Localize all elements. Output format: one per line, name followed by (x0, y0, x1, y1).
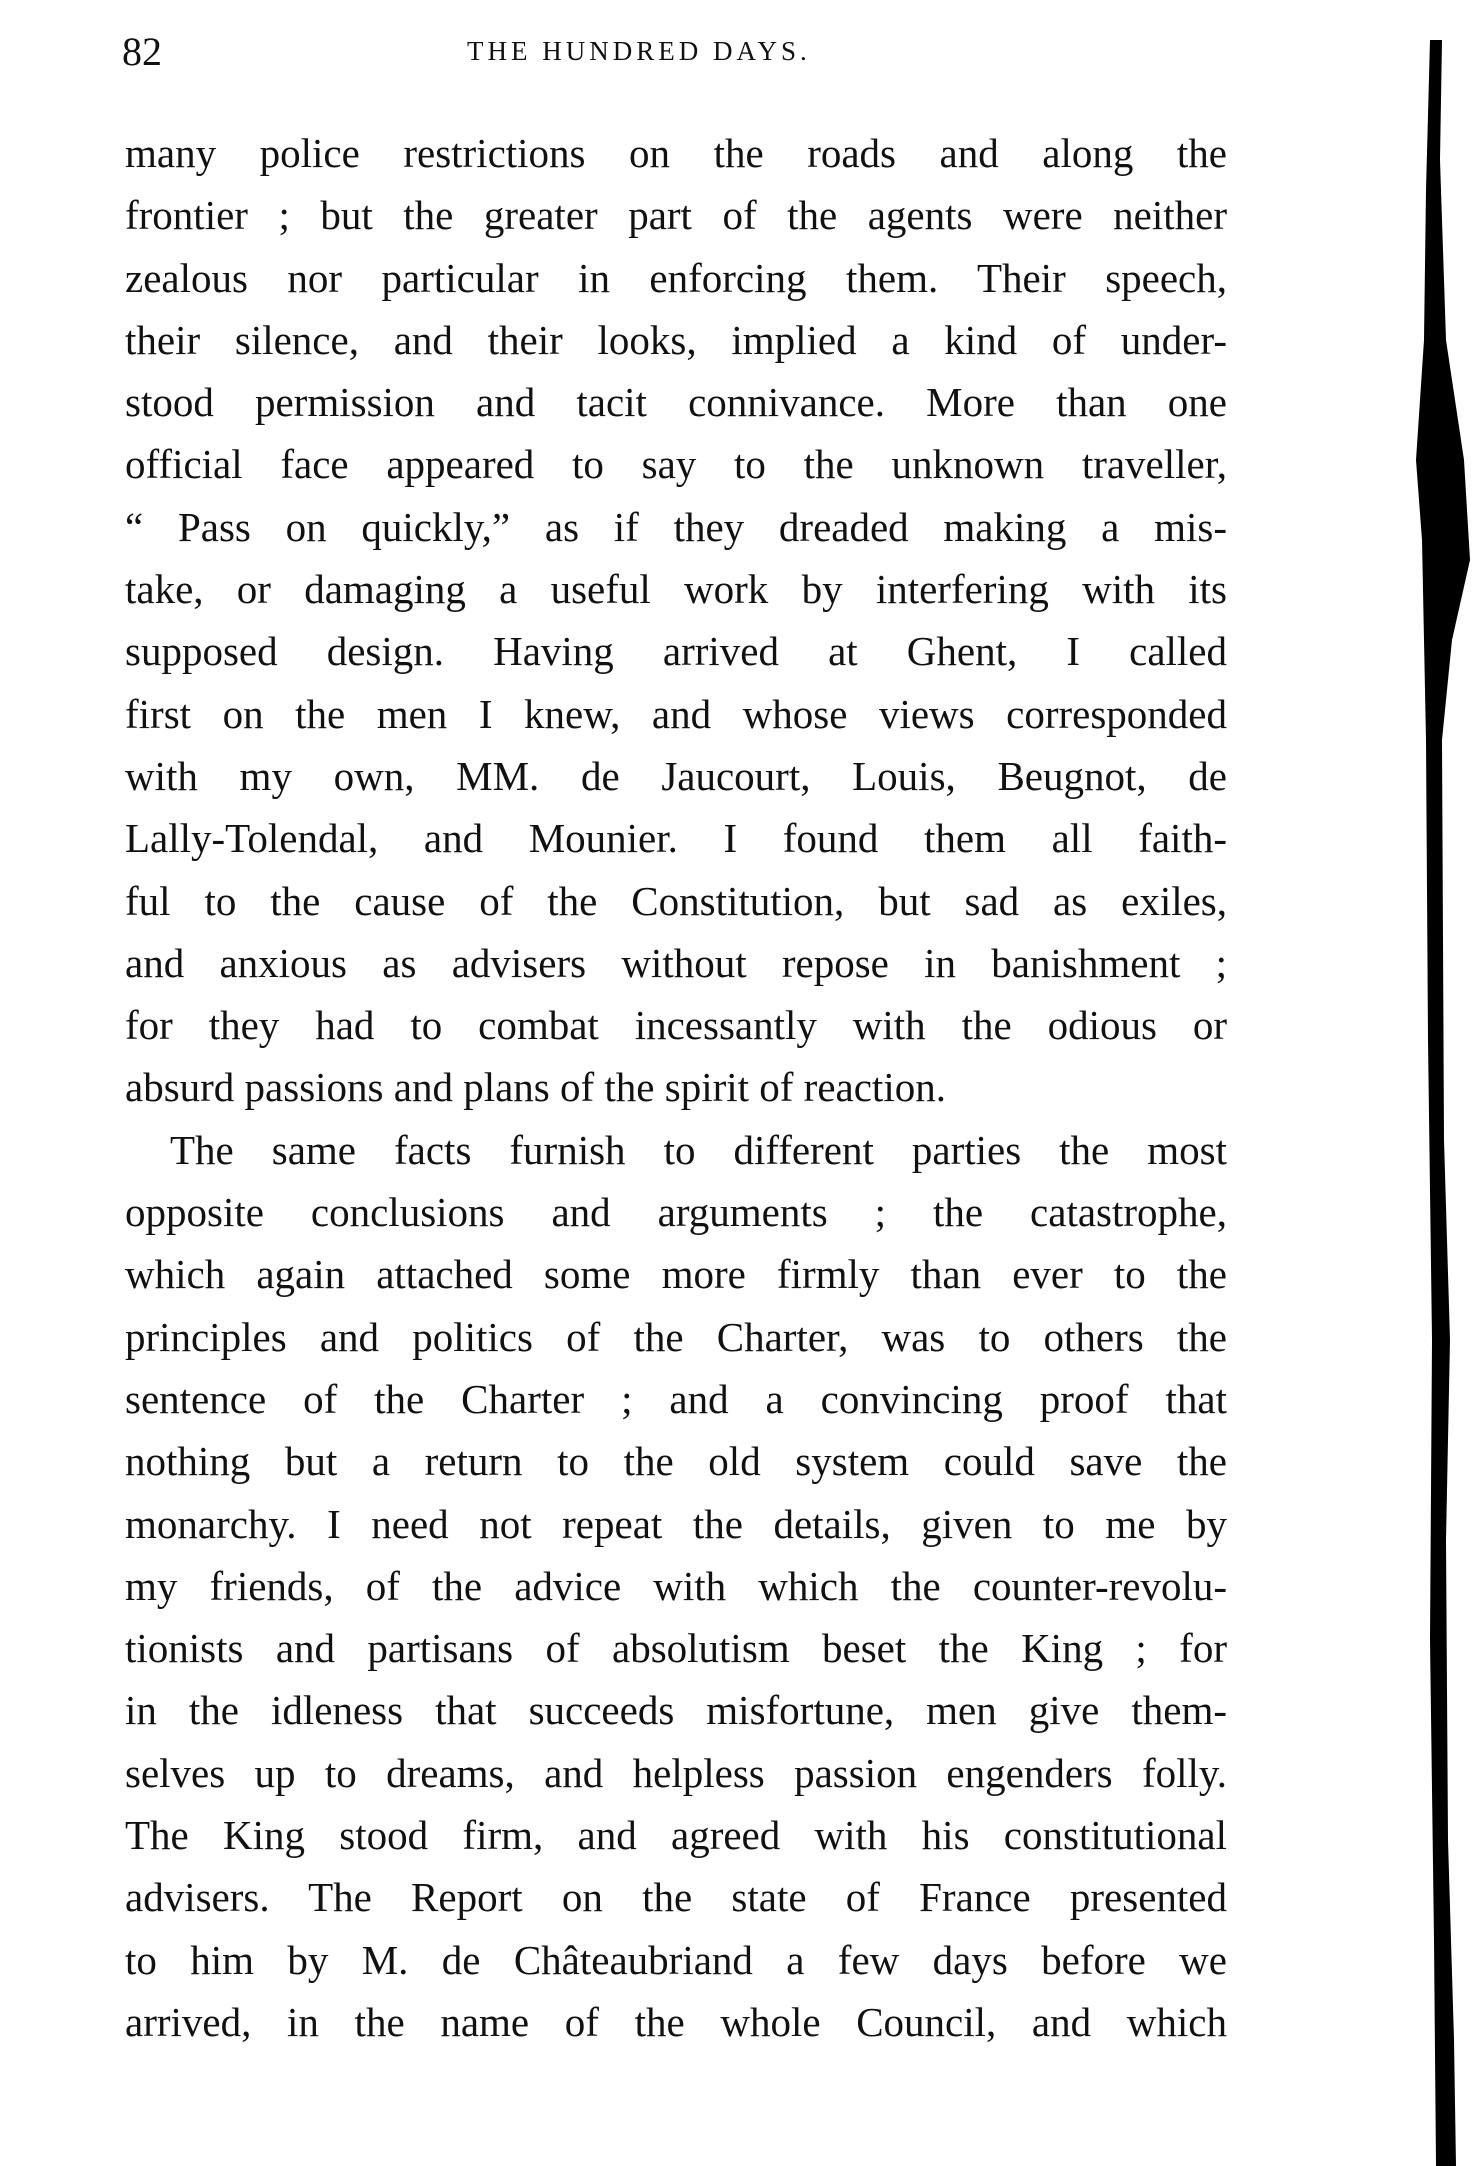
text-line: their silence, and their looks, implied a kind of under- (125, 316, 1227, 363)
text-line: nothing but a return to the old system could save the (125, 1438, 1227, 1485)
text-line: and anxious as advisers without repose in banishment ; (125, 939, 1227, 986)
text-line: opposite conclusions and arguments ; the catastrophe, (125, 1189, 1227, 1236)
running-header (122, 28, 1232, 78)
text-line: stood permission and tacit connivance. More than one (125, 379, 1227, 426)
text-line: The same facts furnish to different parties the most (170, 1126, 1227, 1173)
text-line: principles and politics of the Charter, was to others the (125, 1313, 1227, 1360)
text-line: first on the men I knew, and whose views corresponded (125, 690, 1227, 737)
text-line: monarchy. I need not repeat the details, given to me by (125, 1500, 1227, 1547)
page-body-text (125, 122, 1227, 2053)
text-line: zealous nor particular in enforcing them. Their speech, (125, 254, 1227, 301)
text-line: which again attached some more firmly than ever to the (125, 1251, 1227, 1298)
text-line: selves up to dreams, and helpless passion engenders folly. (125, 1749, 1227, 1796)
text-line: advisers. The Report on the state of France presented (125, 1874, 1227, 1921)
text-line: tionists and partisans of absolutism beset the King ; for (125, 1625, 1227, 1672)
text-line: supposed design. Having arrived at Ghent, I called (125, 628, 1227, 675)
text-line: “ Pass on quickly,” as if they dreaded making a mis- (125, 503, 1227, 550)
text-line: in the idleness that succeeds misfortune, men give them- (125, 1687, 1227, 1734)
text-line: sentence of the Charter ; and a convincing proof that (125, 1375, 1227, 1422)
text-line: many police restrictions on the roads and along the (125, 130, 1227, 176)
running-title: THE HUNDRED DAYS. (467, 36, 811, 66)
text-line: with my own, MM. de Jaucourt, Louis, Beugnot, de (125, 752, 1227, 799)
text-line: arrived, in the name of the whole Council, and which (125, 1998, 1227, 2045)
book-spine-edge (1412, 40, 1472, 2166)
text-line: The King stood firm, and agreed with his constitutional (125, 1812, 1227, 1859)
text-line: take, or damaging a useful work by interfering with its (125, 566, 1227, 613)
text-line: absurd passions and plans of the spirit of reaction. (125, 1064, 946, 1111)
text-line: to him by M. de Châteaubriand a few days before we (125, 1936, 1227, 1983)
text-line: frontier ; but the greater part of the agents were neither (125, 192, 1227, 239)
text-line: official face appeared to say to the unknown traveller, (125, 441, 1227, 488)
page-number: 82 (122, 29, 162, 74)
text-line: ful to the cause of the Constitution, but sad as exiles, (125, 877, 1227, 924)
text-line: for they had to combat incessantly with the odious or (125, 1002, 1227, 1049)
text-line: Lally-Tolendal, and Mounier. I found them all faith- (125, 815, 1227, 862)
text-line: my friends, of the advice with which the counter-revolu- (125, 1562, 1227, 1609)
